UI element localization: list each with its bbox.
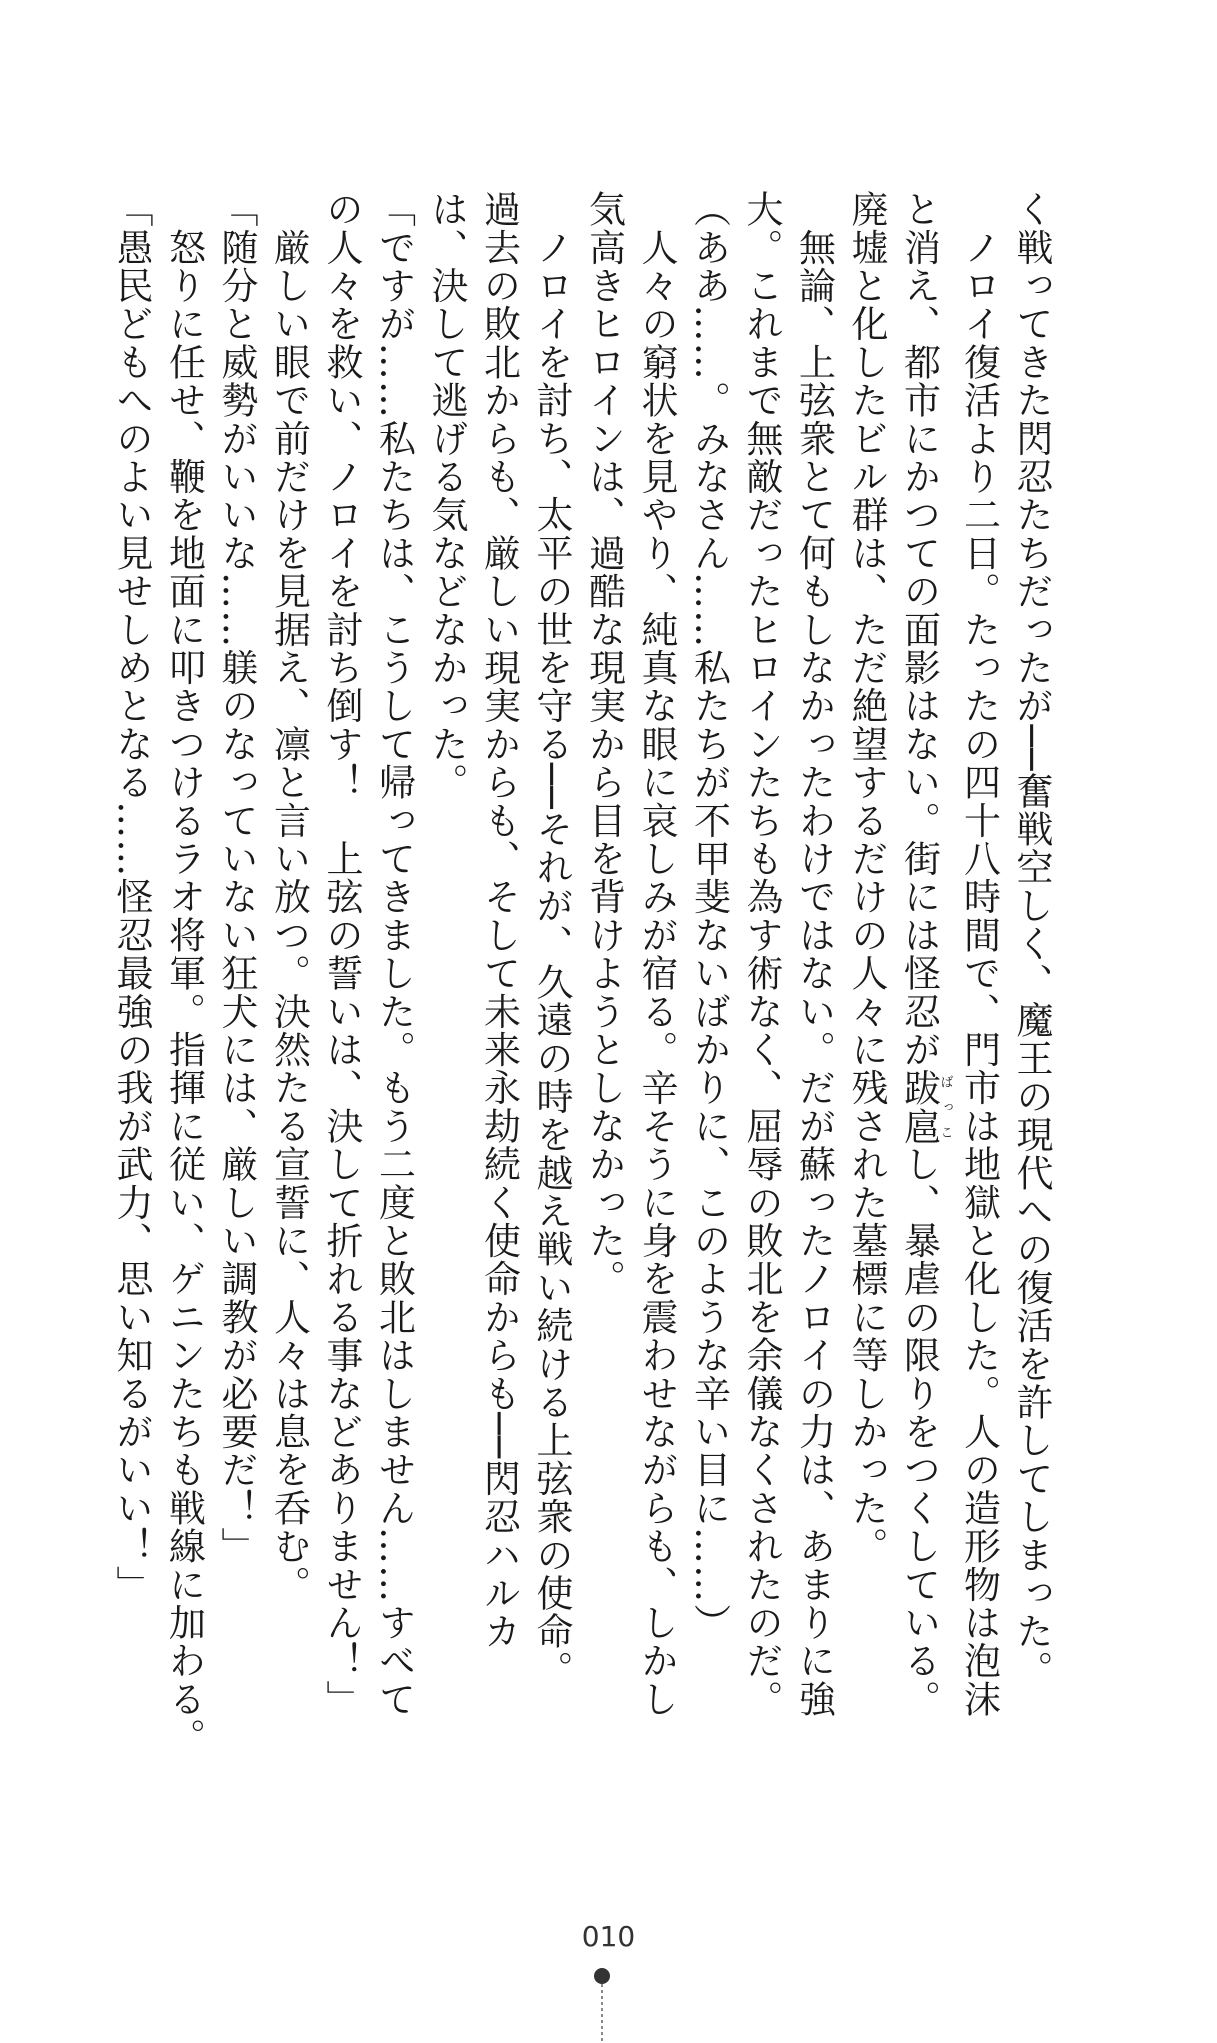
text-line-9: 気高きヒロインは、過酷な現実から目を背けようとしなかった。	[582, 190, 626, 1298]
text-line-11: 過去の敗北からも、厳しい現実からも、そして未来永劫続く使命からも──閃忍ハルカ	[477, 190, 521, 1651]
text-line-14: の人々を救い、ノロイを討ち倒す！ 上弦の誓いは、決して折れる事などありません！」	[320, 190, 363, 1718]
text-line-16: 「随分と威勢がいいな……躾のなっていない狂犬には、厳しい調教が必要だ！」	[215, 190, 258, 1566]
text-line-13: 「ですが……私たちは、こうして帰ってきました。もう二度と敗北はしません……すべて	[372, 190, 416, 1718]
text-line-8: 人々の窮状を見やり、純真な眼に哀しみが宿る。辛そうに身を震わせながらも、しかし	[635, 190, 678, 1718]
text-line-7: （ああ……。みなさん……私たちが不甲斐ないばかりに、このような辛い目に……）	[687, 190, 731, 1642]
vertical-text-body	[110, 190, 1057, 1757]
text-line-2: ノロイ復活より二日。たったの四十八時間で、門市は地獄と化した。人の造形物は泡沫	[957, 190, 1001, 1718]
text-line-6: 大。これまで無敵だったヒロインたちも為す術なく、屈辱の敗北を余儀なくされたのだ。	[740, 190, 783, 1718]
ruby-reading: ばっこ	[937, 1068, 953, 1146]
text-line-5: 無論、上弦衆とて何もしなかったわけではない。だが蘇ったノロイの力は、あまりに強	[792, 190, 836, 1718]
text-line-12: は、決して逃げる気などなかった。	[425, 190, 468, 802]
page-number: 010	[581, 1920, 636, 1953]
text-line-17: 怒りに任せ、鞭を地面に叩きつけるラオ将軍。指揮に従い、ゲニンたちも戦線に加わる。	[162, 190, 206, 1757]
text-line-3-ruby: と消え、都市にかつての面影はない。街には怪忍が跋扈ばっこし、暴虐の限りをつくしている。	[897, 190, 953, 1719]
text-line-18: 「愚民どもへのよい見せしめとなる……怪忍最強の我が武力、思い知るがいい！」	[110, 190, 153, 1604]
page-marker-dot	[594, 1968, 610, 1984]
page-marker-line	[601, 1984, 603, 2043]
text-line-4: 廃墟と化したビル群は、ただ絶望するだけの人々に残された墓標に等しかった。	[845, 190, 888, 1566]
ruby-annotation: 跋扈ばっこ	[897, 1068, 953, 1146]
text-line-3	[892, 190, 953, 1719]
text-line-10: ノロイを討ち、太平の世を守る──それが、久遠の時を越え戦い続ける上弦衆の使命。	[530, 190, 573, 1689]
text-line-1: く戦ってきた閃忍たちだったが──奮戦空しく、魔王の現代への復活を許してしまった。	[1010, 190, 1053, 1689]
text-line-15: 厳しい眼で前だけを見据え、凛と言い放つ。決然たる宣誓に、人々は息を呑む。	[267, 190, 311, 1604]
